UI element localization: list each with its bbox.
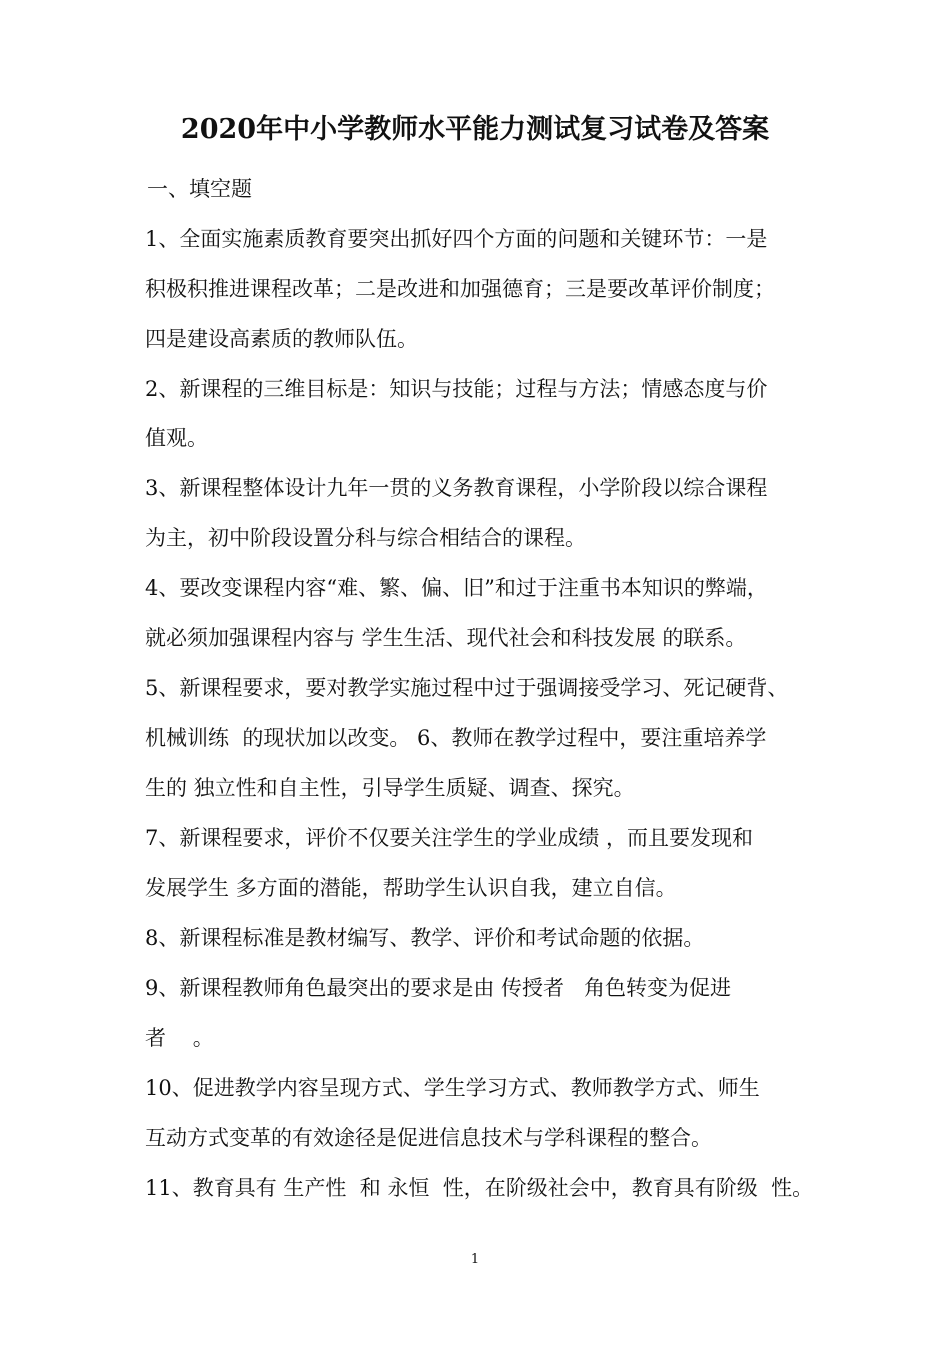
text-line: 3、新课程整体设计九年一贯的义务教育课程，小学阶段以综合课程: [145, 476, 768, 500]
page-number: 1: [470, 1252, 480, 1267]
text-line: 5、新课程要求，要对教学实施过程中过于强调接受学习、死记硬背、: [145, 676, 789, 700]
text-line: 为主，初中阶段设置分科与综合相结合的课程。: [145, 526, 586, 550]
text-line: 四是建设高素质的教师队伍。: [145, 327, 418, 351]
text-line: 值观。: [145, 426, 208, 450]
text-line: 生的 独立性和自主性，引导学生质疑、调查、探究。: [145, 776, 635, 800]
text-line: 11、教育具有 生产性 和 永恒 性，在阶级社会中，教育具有阶级 性。: [145, 1176, 814, 1200]
text-line: 积极积推进课程改革；二是改进和加强德育；三是要改革评价制度；: [145, 277, 775, 301]
text-line: 8、新课程标准是教材编写、教学、评价和考试命题的依据。: [145, 926, 705, 950]
text-line: 2、新课程的三维目标是：知识与技能；过程与方法；情感态度与价: [145, 377, 768, 401]
text-line: 发展学生 多方面的潜能，帮助学生认识自我，建立自信。: [145, 876, 677, 900]
text-line: 互动方式变革的有效途径是促进信息技术与学科课程的整合。: [145, 1126, 712, 1150]
text-line: 机械训练 的现状加以改变。 6、教师在教学过程中，要注重培养学: [145, 726, 767, 750]
text-line: 4、要改变课程内容“难、繁、偏、旧”和过于注重书本知识的弊端，: [145, 576, 768, 600]
text-line: 1、全面实施素质教育要突出抓好四个方面的问题和关键环节：一是: [145, 227, 768, 251]
text-line: 者 。: [145, 1026, 214, 1050]
text-line: 就必须加强课程内容与 学生生活、现代社会和科技发展 的联系。: [145, 626, 747, 650]
text-line: 9、新课程教师角色最突出的要求是由 传授者 角色转变为促进: [145, 976, 732, 1000]
document-title: 2020年中小学教师水平能力测试复习试卷及答案: [180, 114, 770, 145]
text-line: 10、促进教学内容呈现方式、学生学习方式、教师教学方式、师生: [145, 1076, 760, 1100]
section-heading: 一、填空题: [147, 177, 252, 201]
text-line: 7、新课程要求，评价不仅要关注学生的学业成绩 ，而且要发现和: [145, 826, 754, 850]
